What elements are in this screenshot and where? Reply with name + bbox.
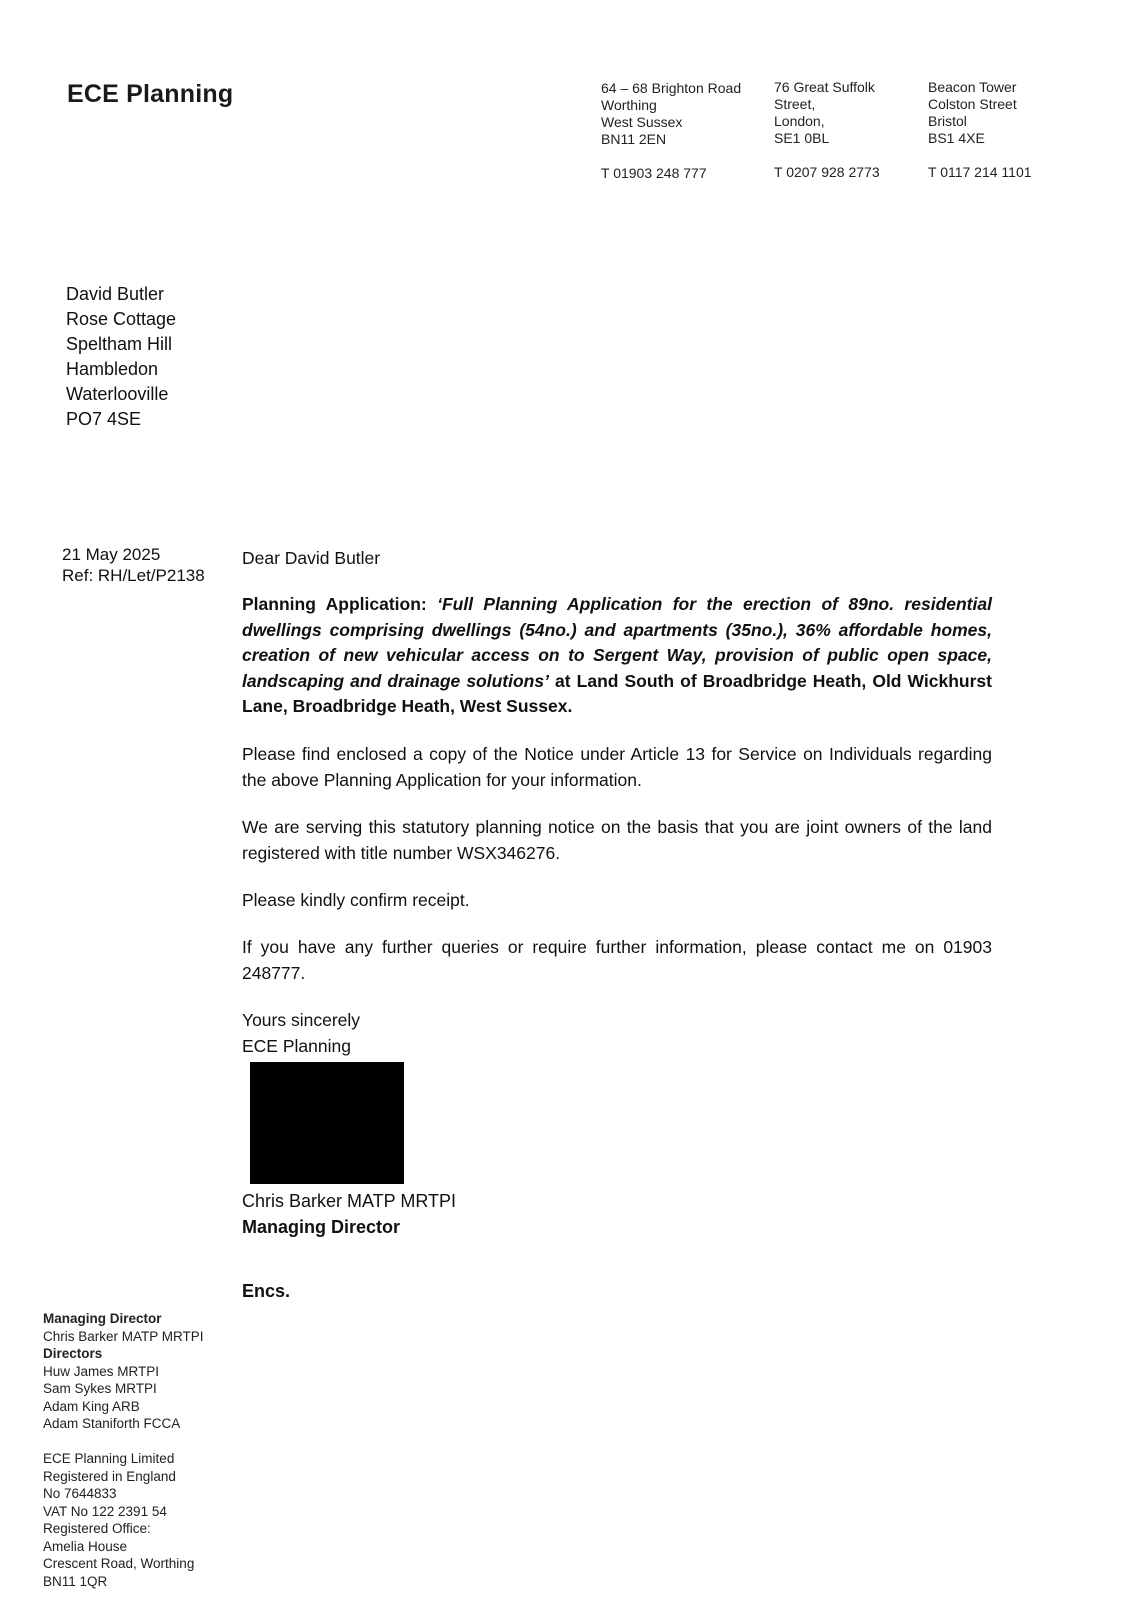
body-paragraph: If you have any further queries or require further information, please contact me on 01903 248777.: [242, 936, 992, 983]
footer-company-line: Amelia House: [43, 1538, 128, 1554]
recipient-line: Waterlooville: [66, 384, 169, 404]
recipient-line: Rose Cottage: [66, 309, 177, 329]
office-address-worthing: [601, 80, 741, 182]
footer-director: Adam King ARB: [43, 1398, 140, 1414]
letter-body: [242, 545, 992, 1059]
recipient-address: [66, 282, 176, 432]
footer-company-line: No 7644833: [43, 1486, 117, 1501]
footer-company-line: ECE Planning Limited: [43, 1451, 175, 1466]
company-footer: [43, 1310, 204, 1590]
salutation: Dear David Butler: [242, 548, 381, 568]
office-address-line: West Sussex: [601, 114, 683, 130]
footer-spacer: [43, 1433, 204, 1451]
redacted-signature: [250, 1062, 404, 1184]
office-address-line: Beacon Tower: [928, 79, 1017, 95]
signatory-title: Managing Director: [242, 1217, 401, 1237]
office-address-line: 76 Great Suffolk: [774, 79, 875, 95]
office-address-line: Street,: [774, 96, 816, 112]
office-address-line: BN11 2EN: [601, 131, 667, 147]
office-telephone: T 01903 248 777: [601, 165, 707, 181]
closing-phrase: Yours sincerely: [242, 1009, 361, 1030]
recipient-line: Hambledon: [66, 359, 159, 379]
footer-directors-heading: Directors: [43, 1346, 103, 1361]
office-address-line: Bristol: [928, 113, 967, 129]
body-paragraph: We are serving this statutory planning notice on the basis that you are joint owners of the land registered with title number WSX346276.: [242, 816, 992, 863]
office-address-line: BS1 4XE: [928, 130, 985, 146]
office-address-bristol: [928, 79, 1032, 181]
letter-date: 21 May 2025: [62, 545, 161, 564]
closing-block: [242, 1007, 992, 1059]
footer-md-heading: Managing Director: [43, 1311, 162, 1326]
office-address-line: Worthing: [601, 97, 657, 113]
footer-director: Sam Sykes MRTPI: [43, 1381, 157, 1396]
office-address-line: 64 – 68 Brighton Road: [601, 80, 742, 96]
body-paragraph: Please kindly confirm receipt.: [242, 889, 470, 910]
subject-line: [242, 592, 992, 720]
footer-company-line: Registered Office:: [43, 1521, 151, 1536]
office-address-line: SE1 0BL: [774, 130, 830, 146]
subject-prefix: Planning Application:: [242, 594, 427, 614]
footer-director: Adam Staniforth FCCA: [43, 1416, 181, 1431]
office-address-line: Colston Street: [928, 96, 1017, 112]
footer-company-line: VAT No 122 2391 54: [43, 1503, 167, 1519]
footer-md-name: Chris Barker MATP MRTPI: [43, 1328, 204, 1344]
footer-company-line: BN11 1QR: [43, 1573, 108, 1589]
office-telephone: T 0207 928 2773: [774, 164, 880, 180]
body-paragraph: Please find enclosed a copy of the Notice under Article 13 for Service on Individuals regarding the above Planning Application for your information.: [242, 743, 992, 790]
enclosures-label: Encs.: [242, 1281, 291, 1301]
closing-company: ECE Planning: [242, 1035, 351, 1056]
signatory-block: [242, 1188, 456, 1240]
date-reference-block: [62, 544, 205, 586]
office-address-line: London,: [774, 113, 825, 129]
footer-director: Huw James MRTPI: [43, 1363, 160, 1379]
letter-reference: Ref: RH/Let/P2138: [62, 566, 205, 585]
subject-location: at Land South of Broadbridge Heath, Old Wickhurst Lane, Broadbridge Heath, West Sussex.: [242, 670, 992, 716]
office-address-london: [774, 79, 880, 181]
recipient-line: PO7 4SE: [66, 409, 142, 429]
recipient-line: Speltham Hill: [66, 334, 173, 354]
office-telephone: T 0117 214 1101: [928, 164, 1032, 180]
subject-description: ‘Full Planning Application for the erection of 89no. residential dwellings comprising dwellings (54no.) and apartments (35no.), 36% affordable homes, creation of new vehicular access on to Sergent Way, provision of public open space, landscaping and drainage solutions’: [242, 594, 992, 691]
footer-company-line: Crescent Road, Worthing: [43, 1556, 195, 1571]
signatory-name: Chris Barker MATP MRTPI: [242, 1191, 457, 1211]
recipient-line: David Butler: [66, 284, 165, 304]
footer-company-line: Registered in England: [43, 1468, 176, 1484]
company-logo-text: ECE Planning: [67, 80, 234, 108]
